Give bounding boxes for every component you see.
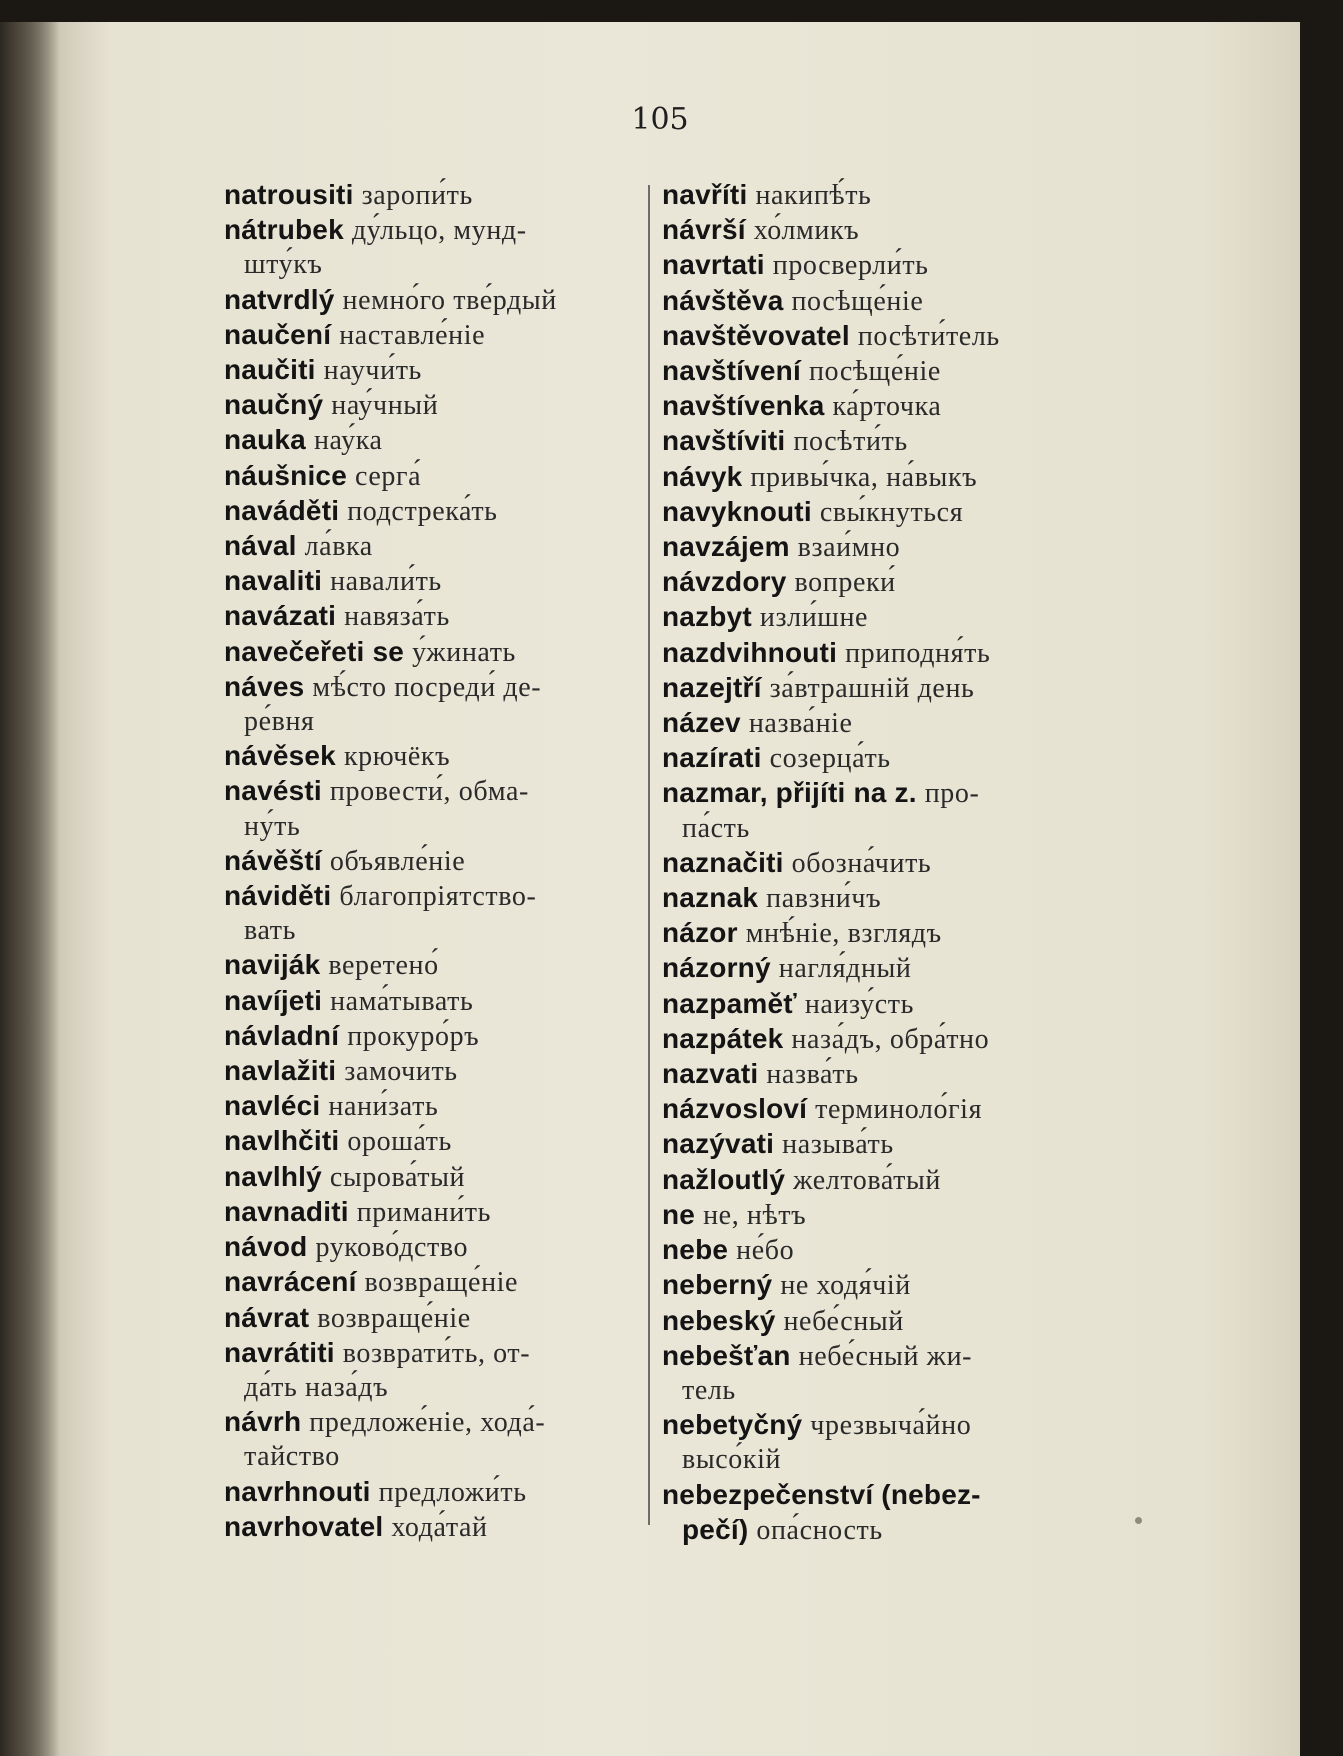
- headword: název: [662, 707, 741, 739]
- headword: názorný: [662, 952, 771, 984]
- dictionary-entry: [662, 1304, 1082, 1339]
- translation: свы́кнуться: [819, 496, 964, 528]
- translation: ду́льцо, мунд-: [351, 215, 527, 247]
- translation: нани́зать: [328, 1091, 439, 1123]
- translation: немно́го тве́рдый: [342, 284, 557, 316]
- translation: называ́ть: [782, 1129, 894, 1161]
- headword: nazývati: [662, 1128, 775, 1160]
- translation: объявле́ніе: [329, 845, 466, 877]
- dictionary-entry: [224, 388, 640, 423]
- headword: navštívenka: [662, 390, 825, 422]
- dictionary-entry: [224, 1265, 640, 1300]
- translation: навали́ть: [330, 566, 442, 598]
- translation: предложи́ть: [378, 1476, 527, 1508]
- ink-speck: [1135, 1517, 1142, 1524]
- dictionary-entry: [662, 1513, 1082, 1548]
- headword: ne: [662, 1198, 696, 1230]
- dictionary-entry: [224, 459, 640, 494]
- translation: посѣти́ть: [793, 426, 908, 458]
- translation: небе́сный: [783, 1305, 904, 1337]
- right-column: [662, 178, 1082, 1548]
- dictionary-entry: [662, 565, 1082, 600]
- translation: созерца́ть: [769, 743, 891, 775]
- translation: посѣще́ніе: [791, 285, 924, 317]
- dictionary-entry: [224, 1301, 640, 1336]
- dictionary-entry: [224, 1230, 640, 1265]
- dictionary-entry: [662, 1268, 1082, 1303]
- headword: navštěvovatel: [662, 319, 850, 351]
- headword: návěští: [224, 844, 322, 876]
- translation-continuation: па́сть: [682, 812, 750, 844]
- translation-continuation: тайство: [244, 1441, 340, 1473]
- headword: navrátiti: [224, 1336, 335, 1368]
- headword: nazvati: [662, 1058, 759, 1090]
- headword: názor: [662, 917, 738, 949]
- headword: nazejtří: [662, 671, 762, 703]
- headword: nazírati: [662, 742, 762, 774]
- dictionary-entry: [224, 1405, 640, 1440]
- translation: возвраще́ніе: [364, 1267, 519, 1299]
- paper-sheet: [0, 22, 1300, 1756]
- headword: naznak: [662, 882, 759, 914]
- headword: navésti: [224, 775, 322, 807]
- dictionary-entry: [662, 389, 1082, 424]
- dictionary-entry: [662, 1057, 1082, 1092]
- translation: заропи́ть: [361, 180, 473, 211]
- translation: замочить: [344, 1056, 458, 1088]
- headword: neberný: [662, 1269, 773, 1301]
- dictionary-entry: [662, 600, 1082, 635]
- dictionary-entry: [224, 423, 640, 458]
- dictionary-entry: [224, 774, 640, 809]
- headword: navíjeti: [224, 984, 323, 1016]
- translation-continuation: да́ть наза́дъ: [244, 1371, 389, 1403]
- translation: предложе́ніе, хода́-: [309, 1407, 546, 1439]
- translation: ла́вка: [304, 531, 373, 563]
- translation: сырова́тый: [329, 1161, 466, 1193]
- translation: серга́: [354, 460, 422, 492]
- headword: návěsek: [224, 740, 336, 772]
- dictionary-entry: [662, 846, 1082, 881]
- translation: опа́сность: [756, 1514, 883, 1546]
- headword: navlhlý: [224, 1160, 322, 1192]
- headword: naváděti: [224, 494, 340, 526]
- translation-continuation: шту́къ: [244, 249, 323, 281]
- translation: терминоло́гія: [815, 1094, 983, 1126]
- translation: благопріятство-: [339, 881, 537, 913]
- dictionary-entry: [662, 671, 1082, 706]
- headword: navříti: [662, 179, 748, 210]
- headword: návštěva: [662, 284, 784, 316]
- headword: nazpátek: [662, 1022, 784, 1054]
- dictionary-entry: [224, 353, 640, 388]
- headword: natvrdlý: [224, 283, 335, 315]
- headword: navštívení: [662, 355, 801, 387]
- dictionary-entry: [224, 948, 640, 983]
- dictionary-entry: [224, 739, 640, 774]
- dictionary-entry: [224, 635, 640, 670]
- headword: návzdory: [662, 566, 787, 598]
- headword: naučení: [224, 318, 332, 350]
- translation: научи́ть: [323, 355, 422, 387]
- translation: возврати́ть, от-: [342, 1337, 531, 1369]
- headword: pečí): [682, 1513, 749, 1545]
- translation-continuation: вать: [244, 915, 296, 947]
- headword: navaliti: [224, 565, 323, 597]
- headword: návladní: [224, 1019, 340, 1051]
- translation: изли́шне: [759, 602, 869, 634]
- dictionary-entry: [224, 879, 640, 914]
- translation: не ходя́чій: [780, 1270, 911, 1302]
- translation: обозна́чить: [791, 847, 932, 879]
- translation: вопреки́: [794, 567, 896, 599]
- dictionary-entry: [662, 460, 1082, 495]
- dictionary-entry: [224, 1160, 640, 1195]
- dictionary-entry: [662, 248, 1082, 283]
- dictionary-entry: [224, 1054, 640, 1089]
- dictionary-entry: [662, 213, 1082, 248]
- translation: не, нѣтъ: [703, 1199, 807, 1231]
- dictionary-entry: [662, 776, 1082, 811]
- dictionary-entry: [662, 951, 1082, 986]
- headword: navyknouti: [662, 495, 812, 527]
- dictionary-entry: [224, 984, 640, 1019]
- dictionary-entry: [224, 178, 640, 213]
- dictionary-entry: [224, 494, 640, 529]
- translation: провести́, обма-: [329, 776, 529, 808]
- headword: navštíviti: [662, 425, 786, 457]
- dictionary-entry: [662, 881, 1082, 916]
- dictionary-entry: [662, 987, 1082, 1022]
- translation-continuation: высо́кій: [682, 1444, 782, 1476]
- dictionary-entry: [662, 495, 1082, 530]
- translation: у́жинать: [412, 636, 516, 668]
- headword: náves: [224, 670, 305, 702]
- translation: приподня́ть: [845, 637, 991, 669]
- translation-continuation: тель: [682, 1374, 736, 1406]
- headword: navlažiti: [224, 1055, 337, 1087]
- translation: ка́рточка: [832, 391, 942, 423]
- headword: nebe: [662, 1234, 729, 1266]
- book-spine: [0, 22, 60, 1756]
- headword: navnaditi: [224, 1195, 349, 1227]
- dictionary-entry: [224, 1336, 640, 1371]
- headword: navečeřeti se: [224, 635, 405, 667]
- dictionary-entry: [662, 530, 1082, 565]
- translation: возвраще́ніе: [317, 1302, 471, 1334]
- dictionary-entry: [662, 1233, 1082, 1268]
- translation: ороша́ть: [347, 1126, 452, 1158]
- translation: хо́лмикъ: [753, 215, 860, 247]
- dictionary-entry: [224, 1124, 640, 1159]
- translation: хода́тай: [391, 1511, 488, 1543]
- headword: návrší: [662, 214, 746, 246]
- dictionary-entry: [224, 318, 640, 353]
- translation: чрезвыча́йно: [810, 1410, 972, 1442]
- headword: nebeský: [662, 1304, 776, 1336]
- dictionary-entry: [662, 284, 1082, 319]
- dictionary-entry: [662, 1127, 1082, 1162]
- translation: назва́ть: [766, 1059, 859, 1091]
- translation: наставле́ніе: [339, 319, 486, 351]
- translation: руково́дство: [315, 1232, 469, 1264]
- headword: nazdvihnouti: [662, 636, 838, 668]
- translation: нау́ка: [313, 425, 383, 457]
- dictionary-entry: [662, 1198, 1082, 1233]
- headword: nátrubek: [224, 214, 344, 246]
- dictionary-entry: [224, 529, 640, 564]
- headword: nažloutlý: [662, 1163, 786, 1195]
- headword: názvosloví: [662, 1093, 808, 1125]
- dictionary-entry: [224, 1475, 640, 1510]
- headword: naviják: [224, 949, 321, 981]
- translation: назва́ніе: [748, 708, 853, 740]
- headword: navrácení: [224, 1266, 357, 1298]
- dictionary-entry: [662, 1022, 1082, 1057]
- translation: про-: [924, 778, 980, 810]
- translation: наизу́сть: [804, 988, 914, 1020]
- translation: нама́тывать: [330, 985, 474, 1017]
- translation: веретено́: [328, 950, 439, 982]
- dictionary-entry: [224, 564, 640, 599]
- translation: примани́ть: [356, 1196, 492, 1228]
- dictionary-entry: [662, 916, 1082, 951]
- translation: мѣ́сто посреди́ де-: [312, 671, 542, 703]
- dictionary-entry: [662, 1339, 1082, 1374]
- dictionary-entry: [662, 354, 1082, 389]
- headword: nazbyt: [662, 601, 752, 633]
- left-column: [224, 178, 640, 1545]
- dictionary-entry: [224, 844, 640, 879]
- headword: navázati: [224, 600, 337, 632]
- headword: navrhovatel: [224, 1510, 384, 1542]
- headword: navrtati: [662, 249, 765, 281]
- translation: навяза́ть: [344, 601, 450, 633]
- translation: посѣти́тель: [857, 320, 1000, 352]
- dictionary-entry: [662, 1478, 1082, 1513]
- headword: náviděti: [224, 880, 332, 912]
- headword: navléci: [224, 1090, 321, 1122]
- dictionary-entry: [662, 424, 1082, 459]
- headword: naučiti: [224, 354, 316, 386]
- headword: náušnice: [224, 459, 347, 491]
- dictionary-entry: [662, 1092, 1082, 1127]
- dictionary-entry: [662, 1163, 1082, 1198]
- headword: nebezpečenství (nebez-: [662, 1478, 981, 1510]
- translation: просверли́ть: [772, 250, 929, 282]
- translation: нау́чный: [331, 390, 439, 422]
- dictionary-entry: [224, 670, 640, 705]
- dictionary-entry: [662, 706, 1082, 741]
- dictionary-entry: [224, 213, 640, 248]
- translation: крючёкъ: [343, 741, 451, 773]
- dictionary-entry: [224, 283, 640, 318]
- dictionary-entry: [224, 1510, 640, 1545]
- dictionary-entry: [662, 319, 1082, 354]
- translation: привы́чка, на́выкъ: [750, 461, 978, 493]
- headword: nebetyčný: [662, 1409, 803, 1441]
- translation: желтова́тый: [793, 1164, 941, 1196]
- translation: посѣще́ніе: [808, 356, 941, 388]
- page-number: 105: [631, 102, 689, 137]
- translation: накипѣ́ть: [755, 180, 872, 211]
- translation: павзни́чъ: [766, 883, 882, 915]
- dictionary-entry: [224, 1195, 640, 1230]
- headword: nebešťan: [662, 1339, 791, 1371]
- headword: naučný: [224, 389, 324, 421]
- translation-continuation: ре́вня: [244, 706, 315, 738]
- headword: návrat: [224, 1301, 310, 1333]
- translation: не́бо: [736, 1235, 795, 1267]
- translation: за́втрашній день: [769, 672, 975, 704]
- headword: nazmar, přijíti na z.: [662, 777, 917, 809]
- column-divider: [648, 185, 650, 1525]
- dictionary-entry: [224, 599, 640, 634]
- headword: naznačiti: [662, 846, 784, 878]
- headword: nazpaměť: [662, 987, 797, 1019]
- translation: прокуро́ръ: [347, 1020, 480, 1052]
- translation: нагля́дный: [778, 953, 912, 985]
- headword: navzájem: [662, 531, 790, 563]
- dictionary-entry: [662, 178, 1082, 213]
- dictionary-entry: [224, 1089, 640, 1124]
- translation: мнѣ́ніе, взглядъ: [745, 918, 942, 950]
- headword: nauka: [224, 424, 306, 456]
- translation: подстрека́ть: [347, 495, 498, 527]
- translation-continuation: ну́ть: [244, 810, 301, 842]
- dictionary-entry: [662, 1408, 1082, 1443]
- headword: navrhnouti: [224, 1475, 371, 1507]
- headword: návod: [224, 1231, 308, 1263]
- headword: návyk: [662, 460, 743, 492]
- dictionary-entry: [662, 636, 1082, 671]
- dictionary-entry: [224, 1019, 640, 1054]
- translation: небе́сный жи-: [798, 1340, 973, 1372]
- headword: nával: [224, 530, 297, 562]
- dictionary-entry: [662, 741, 1082, 776]
- translation: взаи́мно: [797, 532, 901, 564]
- headword: natrousiti: [224, 179, 354, 210]
- translation: наза́дъ, обра́тно: [791, 1023, 990, 1055]
- headword: návrh: [224, 1406, 302, 1438]
- headword: navlhčiti: [224, 1125, 340, 1157]
